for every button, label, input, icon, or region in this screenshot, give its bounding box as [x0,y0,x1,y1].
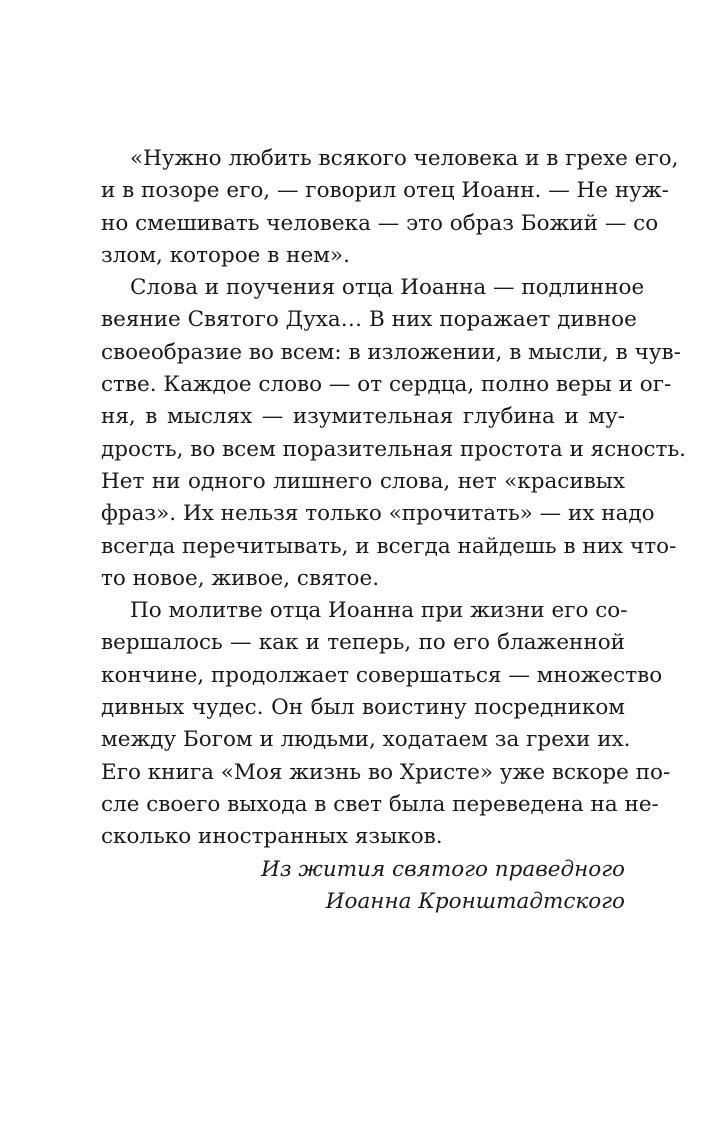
page-text [101,143,686,918]
text-line: всегда перечитывать, и всегда найдешь в них что- [101,533,677,559]
text-line: злом, которое в нем». [101,242,350,268]
text-line: своеобразие во всем: в изложении, в мысли, в чув- [101,339,681,365]
paragraph-2 [101,272,686,595]
paragraph-3 [101,595,671,853]
text-line: между Богом и людьми, ходатаем за грехи их. [101,727,631,753]
source-line-1: Из жития святого праведного [261,856,625,882]
text-line: кончине, продолжает совершаться — множество [101,662,663,688]
text-line: вершалось — как и теперь, по его блаженной [101,630,625,656]
text-line: «Нужно любить всякого человека и в грехе его, [130,146,679,171]
text-line: дрость, во всем поразительная простота и ясность. [101,436,686,462]
text-line: веяние Святого Духа… В них поражает дивное [101,307,637,333]
text-line: но смешивать человека — это образ Божий — со [101,210,659,236]
text-line: сколько иностранных языков. [101,824,443,850]
text-line: Слова и поучения отца Иоанна — подлинное [130,275,645,301]
text-line: Его книга «Моя жизнь во Христе» уже вскоре по- [101,759,671,785]
text-line: стве. Каждое слово — от сердца, полно веры и ог- [101,372,672,398]
text-line: По молитве отца Иоанна при жизни его со- [130,598,628,624]
source-line-2: Иоанна Кронштадтского [325,888,625,914]
text-line: ня, в мыслях — изумительная глубина и му- [101,404,625,430]
paragraph-1 [101,143,679,272]
text-line: и в позоре его, — говорил отец Иоанн. — Не нуж- [101,178,669,204]
source-attribution [101,854,625,919]
text-line: дивных чудес. Он был воистину посредником [101,695,625,721]
text-line: фраз». Их нельзя только «прочитать» — их надо [101,501,655,527]
text-line: Нет ни одного лишнего слова, нет «красивых [101,468,625,494]
text-line: сле своего выхода в свет была переведена на не- [101,791,659,817]
text-line: то новое, живое, святое. [101,565,380,591]
